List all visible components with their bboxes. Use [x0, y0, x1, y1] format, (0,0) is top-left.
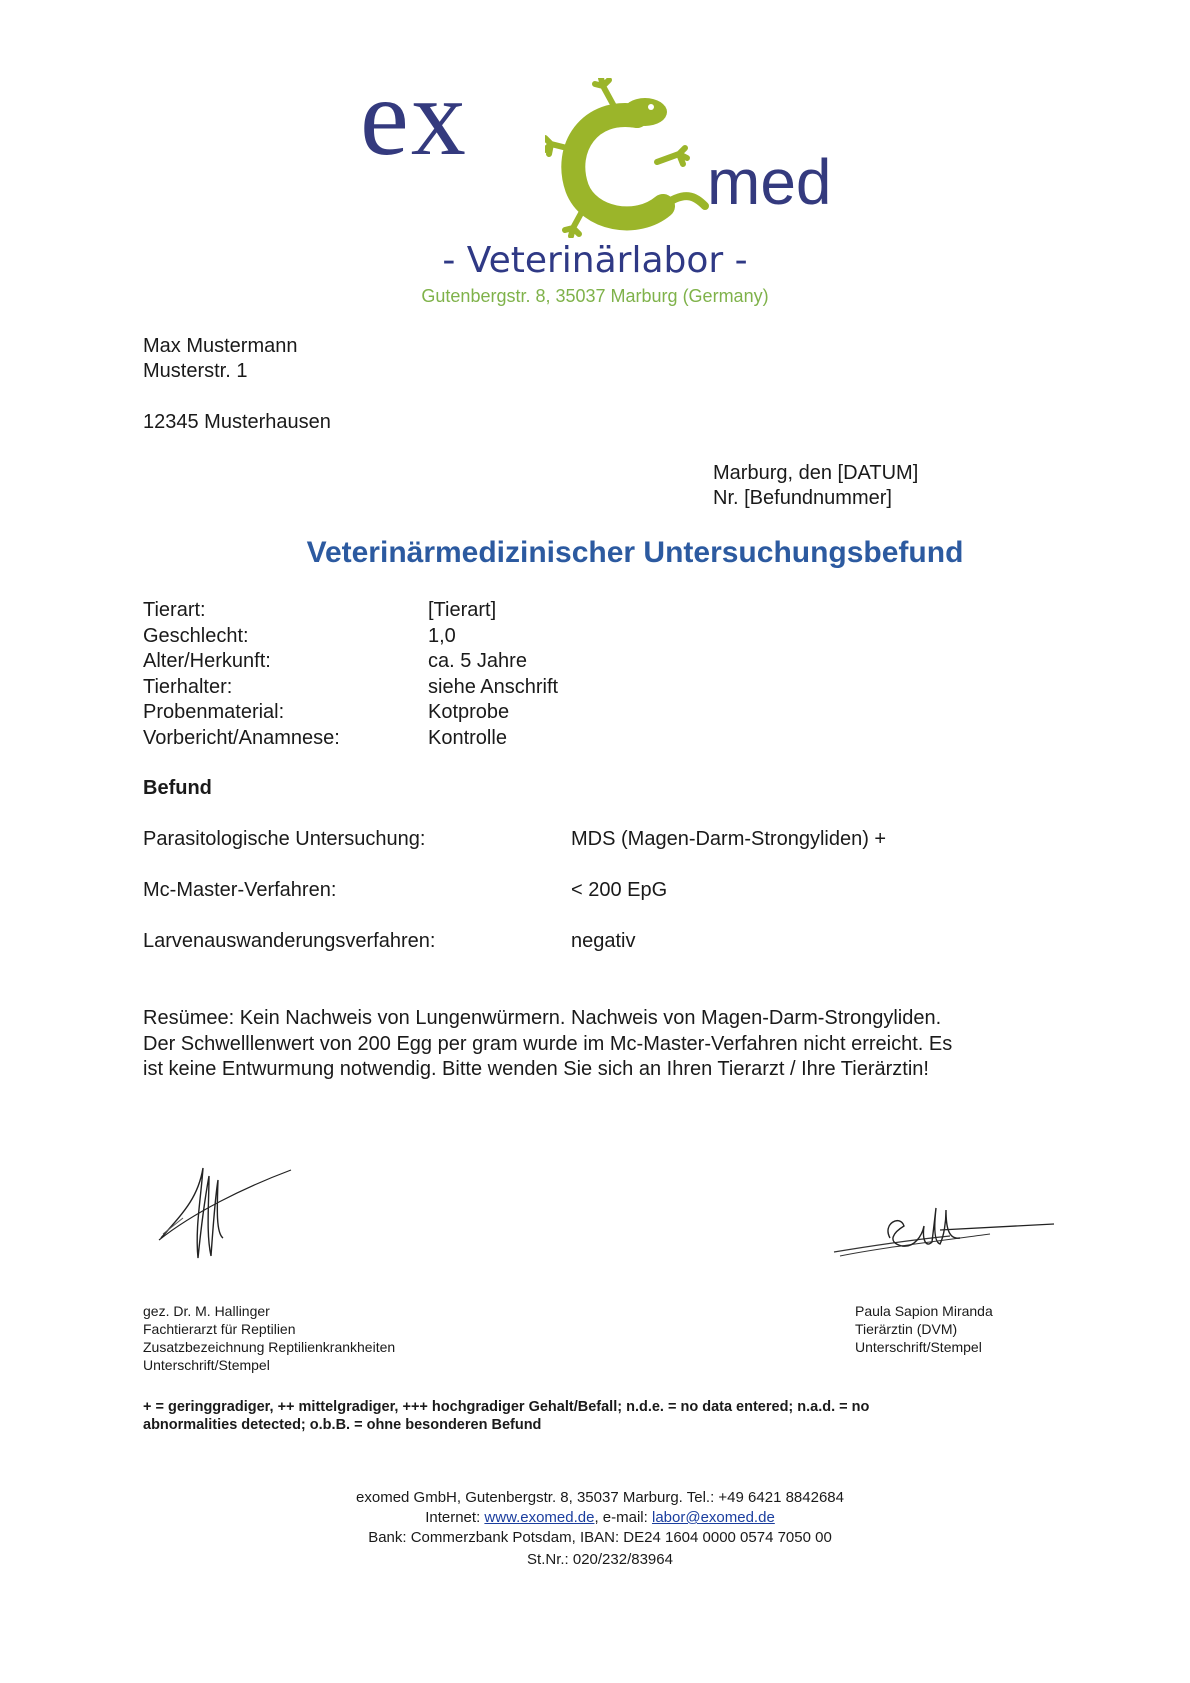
signer-qualification: Zusatzbezeichnung Reptilienkrankheiten	[143, 1339, 396, 1355]
signature-label: Unterschrift/Stempel	[855, 1339, 982, 1355]
resume-line: Der Schwelllenwert von 200 Egg per gram wurde im Mc-Master-Verfahren nicht erreicht. Es	[143, 1032, 953, 1055]
finding-value: negativ	[571, 930, 636, 952]
report-number: Nr. [Befundnummer]	[713, 487, 892, 509]
signer-title: Fachtierarzt für Reptilien	[143, 1321, 296, 1337]
info-label: Geschlecht:	[143, 624, 249, 647]
info-value: ca. 5 Jahre	[428, 650, 527, 672]
signature-right-image	[830, 1196, 1055, 1271]
legend-line: + = geringgradiger, ++ mittelgradiger, +++ hochgradiger Gehalt/Befall; n.d.e. = no data entered; n.a.d. = no	[143, 1399, 870, 1415]
resume-paragraph	[143, 1006, 1063, 1083]
signature-right-block	[855, 1302, 993, 1356]
findings-heading: Befund	[143, 777, 212, 799]
email-label: , e-mail:	[594, 1509, 652, 1526]
website-link[interactable]: www.exomed.de	[484, 1509, 595, 1526]
signature-left-block	[143, 1302, 395, 1374]
footer-company: exomed GmbH, Gutenbergstr. 8, 35037 Marburg. Tel.: +49 6421 8842684	[356, 1489, 844, 1506]
date-line: Marburg, den [DATUM]	[713, 462, 919, 484]
info-label: Tierhalter:	[143, 675, 233, 698]
info-value: [Tierart]	[428, 599, 497, 621]
signature-label: Unterschrift/Stempel	[143, 1357, 270, 1373]
gecko-icon	[545, 78, 725, 243]
recipient-city: 12345 Musterhausen	[143, 411, 331, 433]
signature-left-image	[143, 1158, 293, 1268]
info-label: Tierart:	[143, 599, 206, 621]
signer-name: Paula Sapion Miranda	[855, 1303, 993, 1319]
finding-value: MDS (Magen-Darm-Strongyliden) +	[571, 828, 887, 850]
abbreviation-legend	[143, 1398, 1043, 1434]
internet-label: Internet:	[425, 1509, 485, 1526]
lab-address: Gutenbergstr. 8, 35037 Marburg (Germany)	[421, 286, 769, 306]
footer-tax-number: St.Nr.: 020/232/83964	[527, 1551, 673, 1568]
info-label: Vorbericht/Anamnese:	[143, 726, 340, 749]
info-value: 1,0	[428, 624, 456, 647]
recipient-name: Max Mustermann	[143, 335, 298, 357]
signer-name: gez. Dr. M. Hallinger	[143, 1303, 270, 1319]
page-title: Veterinärmedizinischer Untersuchungsbefund	[306, 536, 964, 569]
info-label: Alter/Herkunft:	[143, 650, 271, 672]
finding-label: Larvenauswanderungsverfahren:	[143, 930, 436, 952]
email-link[interactable]: labor@exomed.de	[651, 1509, 775, 1526]
finding-label: Mc-Master-Verfahren:	[143, 879, 337, 901]
info-value: Kontrolle	[428, 726, 507, 749]
logo-text-med: med	[707, 146, 832, 218]
resume-line: Resümee: Kein Nachweis von Lungenwürmern. Nachweis von Magen-Darm-Strongyliden.	[143, 1007, 942, 1029]
legend-line: abnormalities detected; o.b.B. = ohne besonderen Befund	[143, 1417, 542, 1433]
footer-contact	[0, 1508, 1190, 1528]
finding-label: Parasitologische Untersuchung:	[143, 828, 426, 850]
logo-text-ex: ex	[360, 56, 468, 178]
footer-bank: Bank: Commerzbank Potsdam, IBAN: DE24 1604 0000 0574 7050 00	[368, 1529, 832, 1546]
recipient-street: Musterstr. 1	[143, 360, 248, 382]
info-value: Kotprobe	[428, 701, 510, 723]
signer-title: Tierärztin (DVM)	[855, 1321, 958, 1337]
finding-value: < 200 EpG	[571, 879, 668, 901]
info-value: siehe Anschrift	[428, 675, 559, 698]
info-label: Probenmaterial:	[143, 701, 285, 723]
lab-tagline: - Veterinärlabor -	[442, 240, 748, 281]
resume-line: ist keine Entwurmung notwendig. Bitte wenden Sie sich an Ihren Tierarzt / Ihre Tierärztin!	[143, 1058, 929, 1080]
